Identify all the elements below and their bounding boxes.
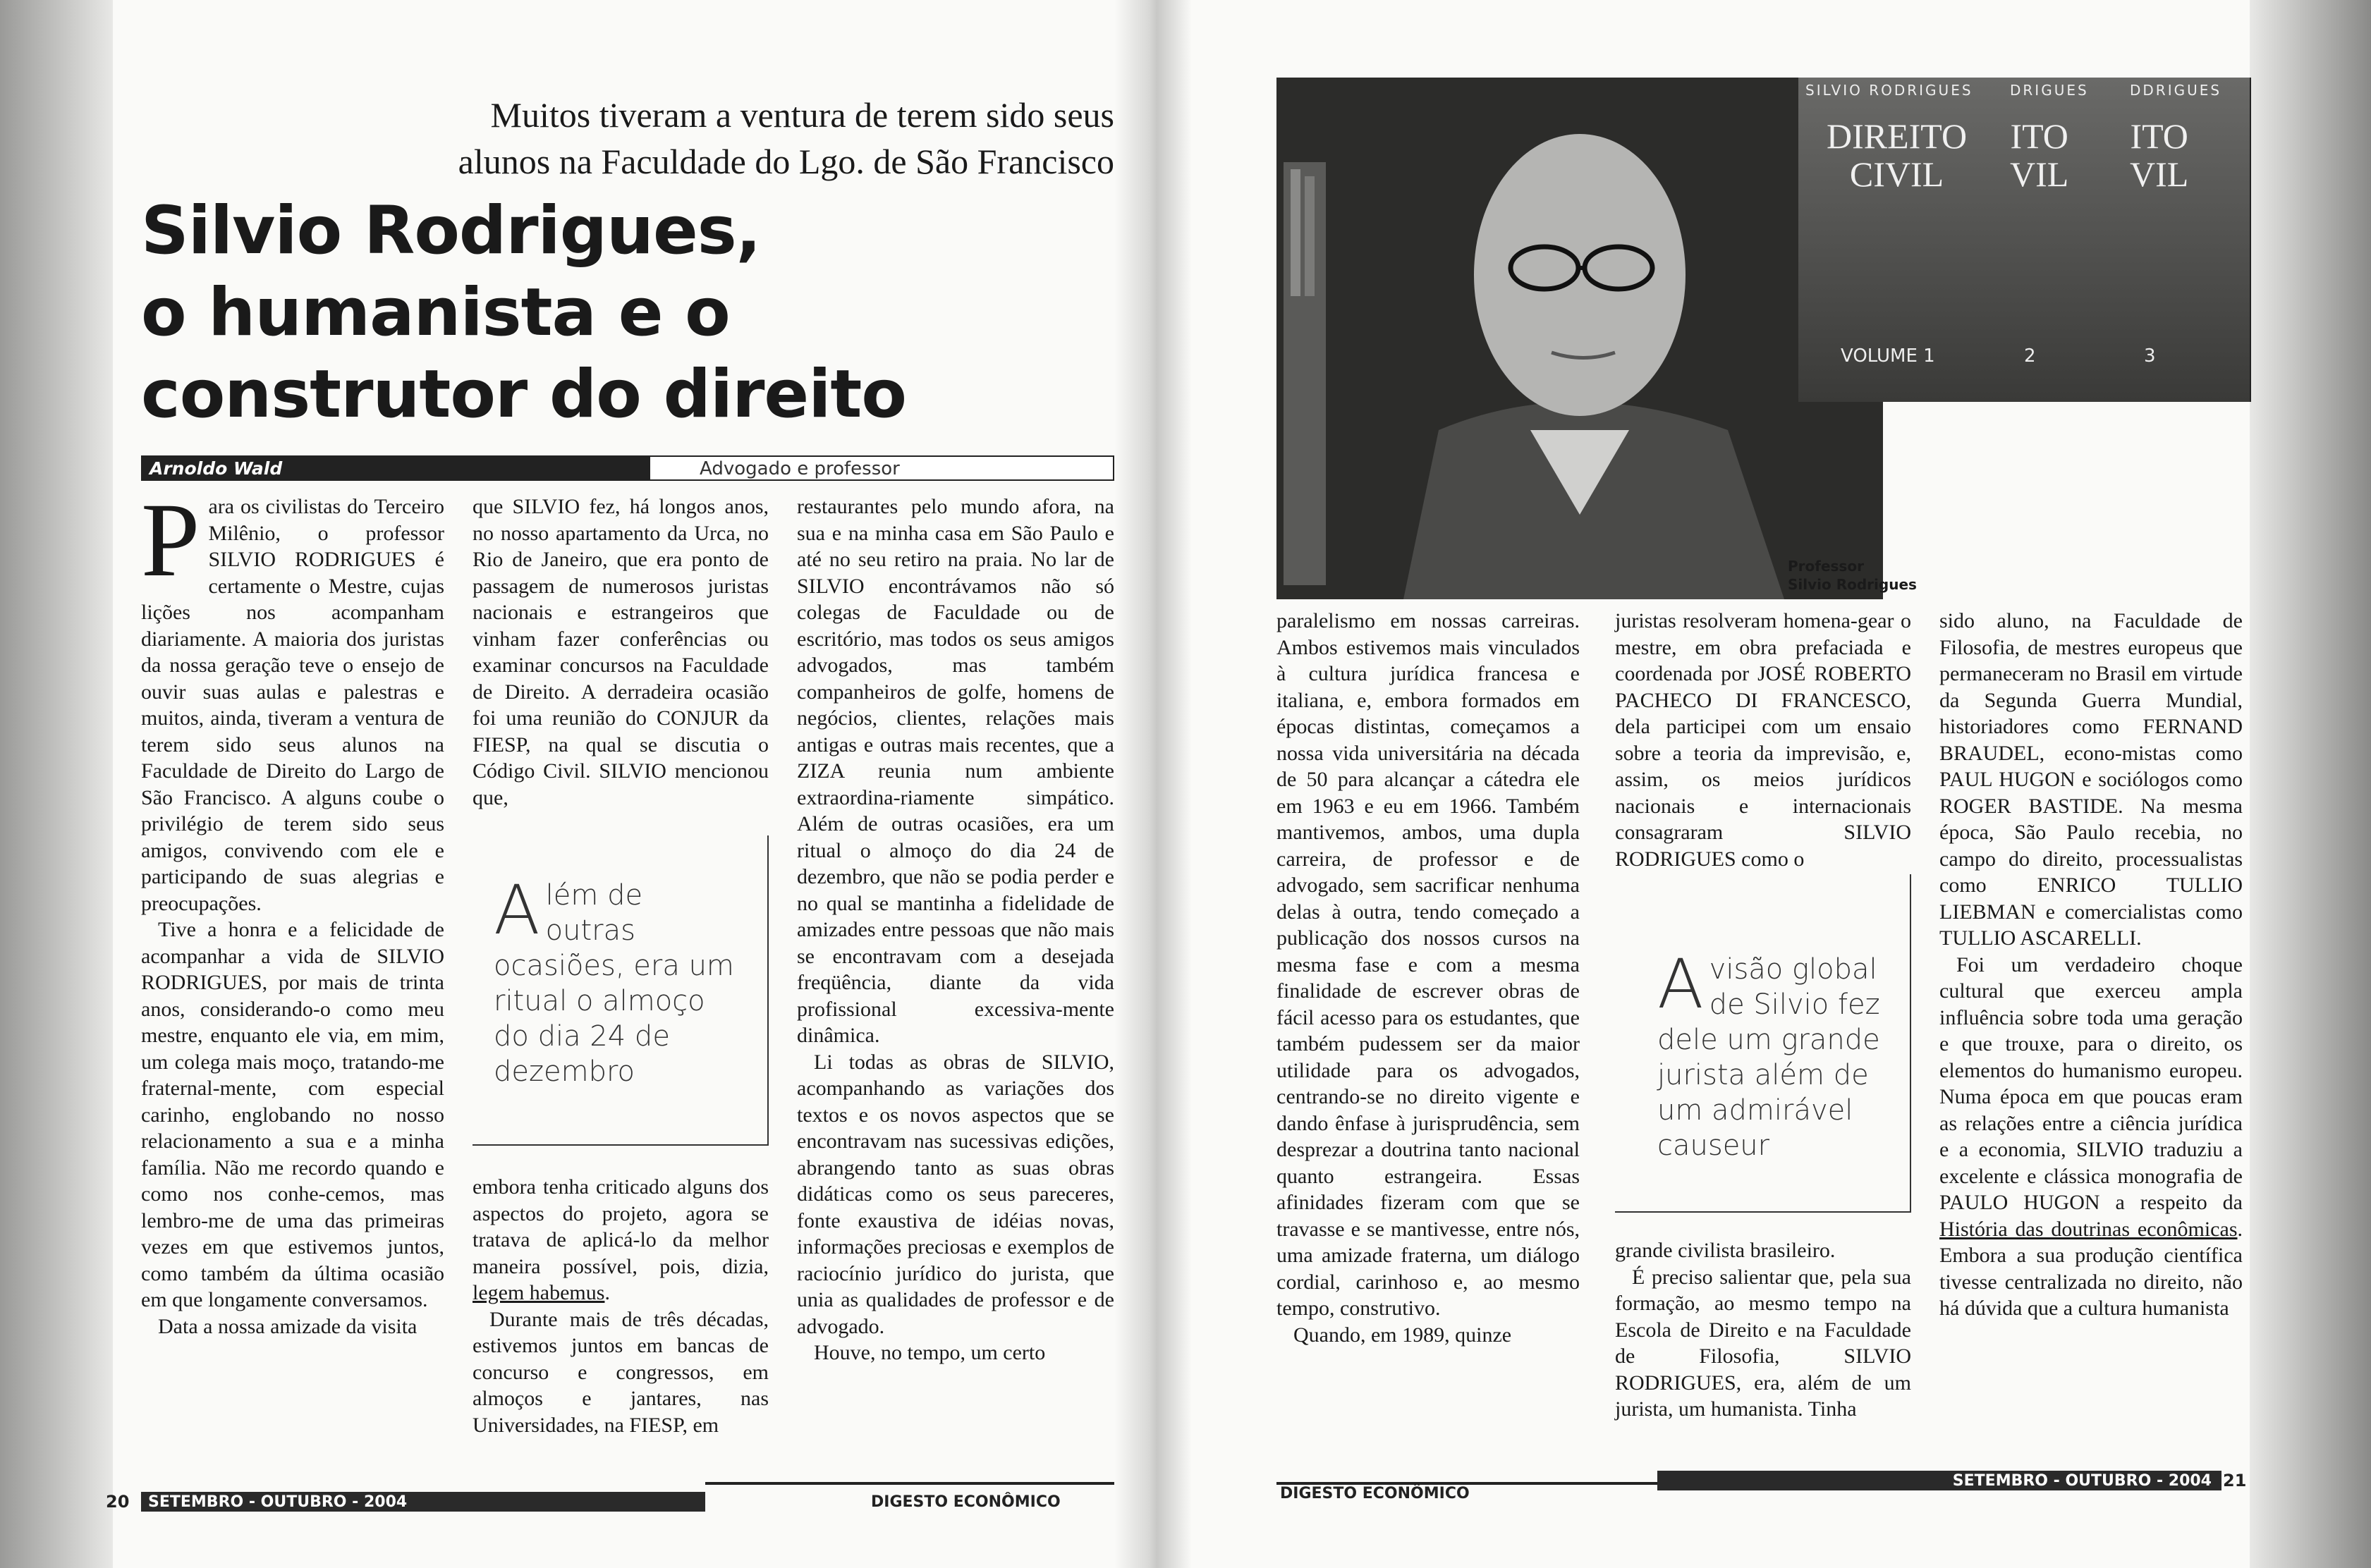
paragraph: Houve, no tempo, um certo	[814, 1341, 1046, 1364]
pull-quote	[494, 871, 740, 1089]
title-line-2: o humanista e o	[141, 274, 730, 351]
page-number-right: 21	[2223, 1471, 2247, 1490]
book-title	[1827, 117, 1967, 193]
footer-bar-right	[1657, 1471, 2221, 1490]
paragraph	[1939, 952, 2243, 1322]
right-column-2-continued	[1615, 1237, 1911, 1423]
author-role: Advogado e professor	[700, 458, 900, 479]
footer-publication: DIGESTO ECONÔMICO	[1280, 1485, 1470, 1502]
footer-date: SETEMBRO - OUTUBRO - 2004	[148, 1493, 408, 1511]
paragraph	[473, 1174, 769, 1306]
book-reference: História das doutrinas econômicas	[1939, 1217, 2238, 1241]
paragraph: restaurantes pelo mundo afora, na sua e na minha casa em São Paulo e até no seu retiro na praia. No lar de SILVIO encontrávamos não só colegas de Faculdade ou de escritório, mas todos os seus amigos advogados, mas também companheiros de golfe, homens de negócios, clientes, relações mais antigas e outras mais recentes, que a ZIZA reunia num ambiente extraordina-riamente simpático. Além de outras ocasiões, era um ritual o almoço do dia 24 de dezembro, que não se podia perder e no qual se mantinha a fidelidade de amizades entre pessoas que não mais se encontravam com a desejada freqüência, diante da vida profissional excessiva-mente dinâmica.	[797, 495, 1114, 1047]
paragraph-text: embora tenha criticado alguns dos aspectos do projeto, agora se tratava de aplicá-lo da melhor maneira possível, pois, dizia,	[473, 1175, 769, 1278]
pull-quote-box	[1615, 874, 1911, 1213]
book-volume-label: VOLUME 1	[1841, 345, 1935, 367]
book-title	[2010, 117, 2068, 193]
left-column-2-continued	[473, 1174, 769, 1438]
paragraph: juristas resolveram homena-gear o mestre, em obra prefaciada e coordenada por JOSÉ ROBERTO PACHECO DI FRANCESCO, dela participei com um ensaio sobre a teoria da imprevisão, e, assim, os meios jurídicos nacionais e internacionais consagraram SILVIO RODRIGUES como o	[1615, 609, 1911, 871]
book-title-line: DIREITO	[1827, 116, 1968, 156]
drop-cap: P	[141, 482, 200, 599]
pull-quote-cap: A	[1657, 945, 1704, 1024]
article-title	[141, 190, 1058, 436]
paragraph: Tive a honra e a felicidade de acompanhar a vida de SILVIO RODRIGUES, por mais de trinta anos, considerando-o como meu mestre, enquanto ele via, em mim, um colega mais moço, tratando-me fraternal-mente, com especial carinho, englobando no nosso relacionamento a sua e a minha família. Não me recordo quando e como nos conhe-cemos, mas lembro-me de uma das primeiras vezes em que estivemos juntos, como também da última ocasião em que longamente conversamos.	[141, 918, 444, 1311]
paragraph-text: .	[604, 1281, 610, 1304]
pull-quote	[1657, 945, 1890, 1163]
book-covers	[1798, 78, 2250, 402]
title-line-3: construtor do direito	[141, 356, 906, 433]
caption-line: Professor	[1788, 558, 1864, 575]
paragraph: paralelismo em nossas carreiras. Ambos estivemos mais vinculados à cultura jurídica francesa e italiana, e, embora formados em épocas distintas, começamos a nossa vida universitária na década de 50 para alcançar a cátedra ele em 1963 e eu em 1966. Também mantivemos, ambos, uma dupla carreira, de professor e de advogado, sem sacrificar nenhuma delas à outra, tendo começado a publicação dos nossos cursos na mesma fase e com a mesma finalidade de escrever obras de fácil acesso para os estudantes, que também pudessem ser da maior utilidade para os advogados, centrando-se no direito vigente e dando ênfase à jurisprudência, sem desprezar a doutrina tanto nacional quanto estrangeira. Essas afinidades fizeram com que se travasse e se mantivesse, entre nós, uma amizade fraterna, um diálogo cordial, carinhoso e, ao mesmo tempo, construtivo.	[1276, 609, 1580, 1320]
right-column-1	[1276, 608, 1580, 1348]
right-column-2	[1615, 608, 1911, 872]
book-author: DDRIGUES	[2130, 82, 2222, 99]
right-page	[1192, 0, 2250, 1568]
left-column-3	[797, 494, 1114, 1366]
book-volume-label: 2	[2024, 345, 2036, 367]
kicker-line-1: Muitos tiveram a ventura de terem sido seus	[490, 95, 1114, 135]
book-title-line: ITO	[2130, 116, 2188, 156]
footer-rule	[705, 1482, 1114, 1485]
paragraph-text: . Embora a sua produção científica tivesse centralizada no direito, não há dúvida que a cultura humanista	[1939, 1217, 2243, 1320]
byline-bar	[141, 455, 1114, 481]
paragraph: Durante mais de três décadas, estivemos juntos em bancas de concurso e congressos, em almoços e jantares, nas Universidades, na FIESP, em	[473, 1307, 769, 1437]
portrait-illustration	[1276, 78, 1883, 599]
book-title-line: VIL	[2010, 154, 2069, 194]
paragraph: Li todas as obras de SILVIO, acompanhando as variações dos textos e os novos aspectos que se encontravam nas sucessivas edições, abrangendo tanto as suas obras didáticas como os seus pareceres, fonte exaustiva de idéias novas, informações preciosas e exemplos de raciocínio jurídico do jurista, que unia as qualidades de professor e de advogado.	[797, 1050, 1114, 1338]
left-column-1	[141, 482, 444, 1340]
portrait-photo	[1276, 78, 1883, 599]
pull-quote-text: lém de outras ocasiões, era um ritual o almoço do dia 24 de dezembro	[494, 879, 734, 1088]
paragraph	[141, 482, 444, 917]
book-volume-3	[2123, 78, 2251, 402]
book-volume-1	[1798, 78, 2004, 402]
book-title-line: CIVIL	[1849, 154, 1944, 194]
book-title	[2130, 117, 2188, 193]
page-edge-left	[0, 0, 113, 1568]
caption-line: Silvio Rodrigues	[1788, 576, 1917, 593]
paragraph-text: Foi um verdadeiro choque cultural que exerceu ampla influência sobre toda uma geração e que trouxe, para o direito, os elementos do humanismo europeu. Numa época em que poucas eram as relações entre a ciência jurídica e a economia, SILVIO traduziu a excelente e clássica monografia de PAULO HUGON a respeito da	[1939, 953, 2243, 1214]
footer-bar-left	[141, 1492, 705, 1512]
paragraph: que SILVIO fez, há longos anos, no nosso apartamento da Urca, no Rio de Janeiro, que era ponto de passagem de numerosos juristas nacionais e estrangeiros que vinham fazer conferências ou examinar concursos na Faculdade de Direito. A derradeira ocasião foi uma reunião do CONJUR da FIESP, na qual se discutia o Código Civil. SILVIO mencionou que,	[473, 495, 769, 809]
paragraph: Quando, em 1989, quinze	[1293, 1323, 1512, 1347]
left-column-2	[473, 494, 769, 811]
book-volume-2	[2003, 78, 2124, 402]
book-title-line: VIL	[2130, 154, 2189, 194]
book-author: SILVIO RODRIGUES	[1805, 82, 1973, 99]
book-author: DRIGUES	[2010, 82, 2089, 99]
kicker-line-2: alunos na Faculdade do Lgo. de São Francisco	[458, 142, 1114, 181]
author-name: Arnoldo Wald	[150, 458, 283, 479]
pull-quote-box	[473, 835, 769, 1146]
paragraph: Data a nossa amizade da visita	[158, 1314, 417, 1338]
page-number-left: 20	[106, 1492, 130, 1512]
paragraph: É preciso salientar que, pela sua formação, ao mesmo tempo na Escola de Direito e na Faculdade de Filosofia, SILVIO RODRIGUES, era, além de um jurista, um humanista. Tinha	[1615, 1265, 1911, 1421]
left-page	[106, 0, 1114, 1568]
footer-publication: DIGESTO ECONÔMICO	[871, 1493, 1061, 1511]
title-line-1: Silvio Rodrigues,	[141, 192, 761, 269]
paragraph: grande civilista brasileiro.	[1615, 1239, 1836, 1262]
pull-quote-text: visão global de Silvio fez dele um grande jurista além de um admirável causeur	[1657, 953, 1880, 1162]
page-edge-right	[2250, 0, 2371, 1568]
kicker	[423, 92, 1114, 185]
book-volume-label: 3	[2144, 345, 2156, 367]
footer-date: SETEMBRO - OUTUBRO - 2004	[1952, 1472, 2212, 1490]
latin-phrase: legem habemus	[473, 1281, 605, 1304]
book-title-line: ITO	[2010, 116, 2068, 156]
paragraph-text: ara os civilistas do Terceiro Milênio, o professor SILVIO RODRIGUES é certamente o Mestre, cujas lições nos acompanham diariamente. A maioria dos juristas da nossa geração teve o ensejo de ouvir suas aulas e palestras e muitos, ainda, tiveram a ventura de terem sido seus alunos na Faculdade de Direito do Largo de São Francisco. A alguns coube o privilégio de terem sido seus amigos, convivendo com ele e participando de suas alegrias e preocupações.	[141, 495, 444, 915]
spine-fold	[1114, 0, 1192, 1568]
photo-caption	[1788, 557, 1917, 594]
author-role-box	[649, 455, 1114, 481]
right-column-3	[1939, 608, 2243, 1322]
paragraph: sido aluno, na Faculdade de Filosofia, de mestres europeus que permaneceram no Brasil em virtude da Segunda Guerra Mundial, historiadores como FERNAND BRAUDEL, econo-mistas como PAUL HUGON e sociólogos como ROGER BASTIDE. Na mesma época, São Paulo recebia, no campo do direito, processualistas como ENRICO TULLIO LIEBMAN e comercialistas como TULLIO ASCARELLI.	[1939, 609, 2243, 950]
pull-quote-cap: A	[494, 871, 540, 950]
